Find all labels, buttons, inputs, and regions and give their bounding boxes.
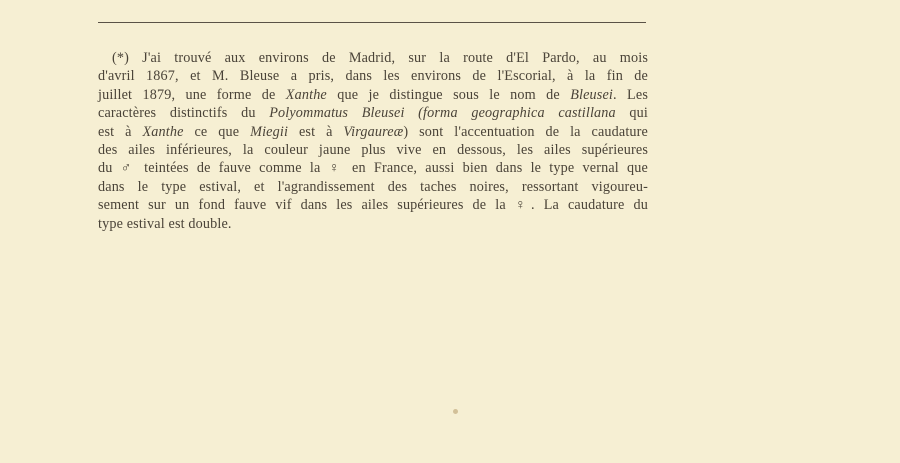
footnote-line: dans le type estival, et l'agrandissement des taches noires, ressortant vigoureu- <box>98 178 648 195</box>
species-name: Polyommatus Bleusei (forma geographica castillana <box>269 105 616 122</box>
separator-rule <box>98 22 646 23</box>
footnote-line: (*) J'ai trouvé aux environs de Madrid, sur la route d'El Pardo, au mois <box>112 50 648 66</box>
footnote-line: du ♂ teintées de fauve comme la ♀ en France, aussi bien dans le type vernal que <box>98 160 648 177</box>
footnote-line: juillet 1879, une forme de Xanthe que je distingue sous le nom de Bleusei. Les <box>98 86 648 103</box>
species-name: Xanthe <box>142 123 184 140</box>
species-name: Miegii <box>250 123 289 140</box>
species-name: Bleusei <box>570 86 614 103</box>
footnote-line: sement sur un fond fauve vif dans les ailes supérieures de la ♀. La caudature du <box>98 197 648 214</box>
footnote-line: type estival est double. <box>98 215 232 232</box>
species-name: Xanthe <box>285 86 327 103</box>
footnote-text <box>98 49 648 233</box>
footnote-line: d'avril 1867, et M. Bleuse a pris, dans les environs de l'Escorial, à la fin de <box>98 68 648 85</box>
footnote-line: caractères distinctifs du Polyommatus Bleusei (forma geographica castillana qui <box>98 105 648 122</box>
species-name: Virgaureæ <box>343 123 404 140</box>
footnote-line: est à Xanthe ce que Miegii est à Virgaureæ) sont l'accentuation de la caudature <box>98 123 649 140</box>
paper-speck <box>453 409 458 414</box>
footnote-line: des ailes inférieures, la couleur jaune plus vive en dessous, les ailes supérieures <box>98 142 648 159</box>
